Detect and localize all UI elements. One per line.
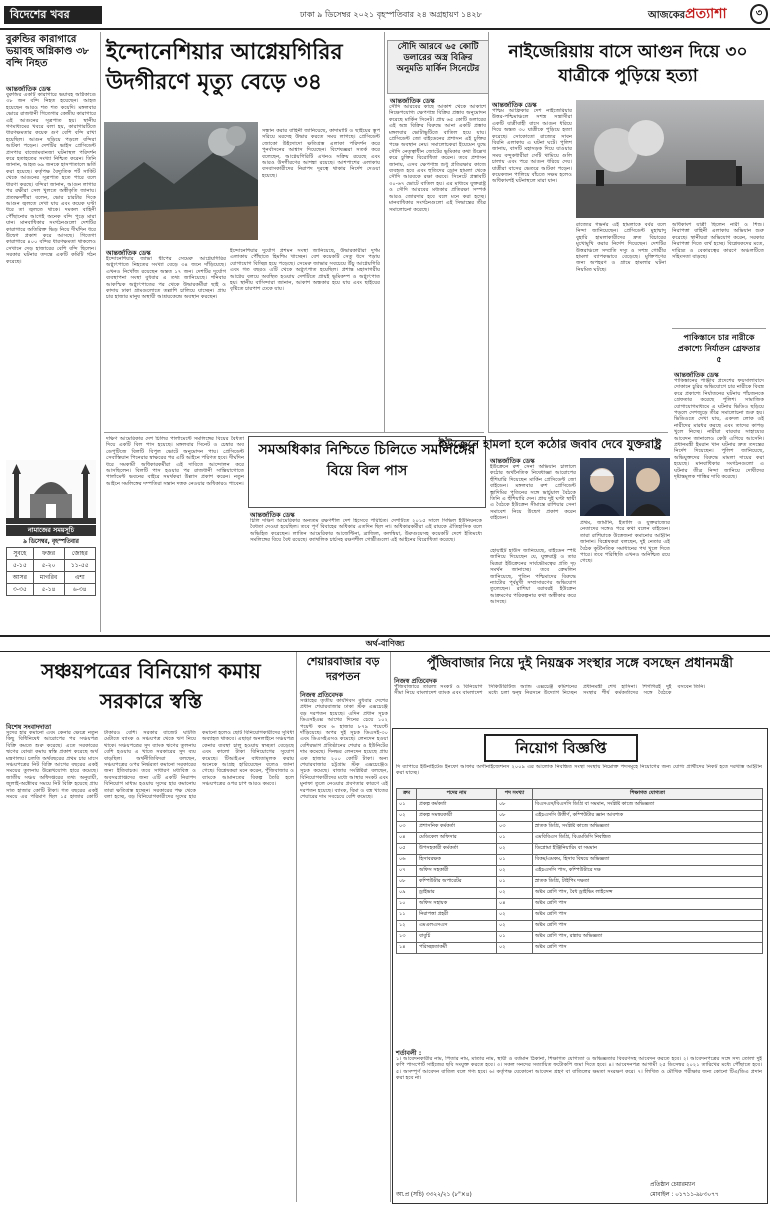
job-row — [397, 921, 763, 932]
jobs-header: শিক্ষাগত যোগ্যতা — [533, 789, 763, 800]
job-cell: ০২ — [497, 866, 533, 877]
indonesia-body-3: ইন্দোনেশিয়ার দুর্যোগ প্রশমন সংস্থা জানিয়েছে, উদ্ধারকারীরা দুর্গম এলাকায় পৌঁছাতে হিমশিম খাচ্ছেন। বেশ কয়েকটি সেতু ধসে পড়ায় যোগাযোগ বিচ্ছিন্ন হয়ে পড়েছে। সেমেরু জাভার সবচেয়ে উঁচু আগ্নেয়গিরি এবং গত বছরও এটি থেকে অগ্ন্যুৎপাত হয়েছিল। প্রশান্ত মহাসাগরীয় আগ্নেয় বলয়ে অবস্থিত হওয়ায় দেশটিতে প্রায়ই ভূমিকম্প ও অগ্ন্যুৎপাত হয়। স্থানীয় বাসিন্দারা জানান, আকাশ অন্ধকার হয়ে যায় এবং ছাইয়ের বৃষ্টিতে চারপাশ ঢেকে যায়। — [230, 248, 380, 293]
job-cell: প্রকল্প সমন্বয়কারী — [417, 811, 497, 822]
indonesia-body-1: ইন্দোনেশিয়ার জাভা দ্বীপের সেমেরু আগ্নেয়গিরির অগ্ন্যুৎপাতে নিহতের সংখ্যা বেড়ে ৩৪ জনে দাঁড়িয়েছে। এখনও নিখোঁজ রয়েছেন অন্তত ১৭ জন। দেশটির দুর্যোগ ব্যবস্থাপনা সংস্থা বুধবার এ তথ্য জানিয়েছে। শনিবার আকস্মিক অগ্ন্যুৎপাতের পর থেকে উদ্ধারকর্মীরা ছাই ও কাদায় ঢাকা গ্রামগুলোতে তল্লাশি চালিয়ে যাচ্ছেন। প্রায় চার হাজার মানুষ অস্থায়ী আশ্রয়কেন্দ্রে অবস্থান করছেন। — [106, 256, 226, 301]
biden-photo — [580, 458, 624, 516]
job-cell: ০৩ — [397, 822, 417, 833]
column-divider — [390, 652, 391, 1202]
savings-byline: বিশেষ সংবাদদাতা — [6, 723, 52, 731]
job-cell: এমএলএসএস — [417, 921, 497, 932]
job-cell: স্নাতক ডিগ্রি, সংশ্লিষ্ট কাজে অভিজ্ঞতা — [533, 822, 763, 833]
jobs-header: পদ সংখ্যা — [497, 789, 533, 800]
paper-brand: প্রত্যাশা — [685, 6, 727, 22]
jobs-signer: প্রতিষ্ঠান চেয়ারম্যান — [650, 1182, 695, 1188]
job-row — [397, 811, 763, 822]
prayer-cell: ৩-৩৫ — [7, 584, 34, 596]
pm-body: পুঁজিবাজারে তারল্য সংকট ও বিনিয়োগ সীমা নিয়ে বাংলাদেশ ব্যাংক এবং বাংলাদেশ সিকিউরিটিজ অ্যান্ড এক্সচেঞ্জ কমিশনের মধ্যে চলা দ্বন্দ্ব নিরসনে উদ্যোগ নিচ্ছেন প্রধানমন্ত্রী শেখ হাসিনা। শিগগিরই দুই সংস্থার শীর্ষ কর্মকর্তাদের সঙ্গে বৈঠকে বসবেন তিনি। — [394, 684, 706, 697]
saudi-byline: আন্তর্জাতিক ডেস্ক — [390, 97, 435, 105]
job-cell: ০২ — [497, 943, 533, 954]
job-row — [397, 800, 763, 811]
job-cell: ০২ — [497, 910, 533, 921]
indonesia-headline: ইন্দোনেশিয়ার আগ্নেয়গিরির উদগীরণে মৃত্যু বেড়ে ৩৪ — [106, 40, 343, 95]
nigeria-body-3: অধিকাংশ যাত্রী ছিলেন নারী ও শিশু। নিরাপত্তা বাহিনী এলাকায় অভিযান শুরু করেছে। স্থানীয়রা অভিযোগ করেন, সরকার নিরাপত্তা দিতে ব্যর্থ হচ্ছে। বিশ্লেষকদের মতে, দারিদ্র্য ও বেকারত্বের কারণে অঞ্চলটিতে সহিংসতা বাড়ছে। — [672, 222, 764, 261]
jobs-header: পদের নাম — [417, 789, 497, 800]
job-cell: ০৬ — [397, 855, 417, 866]
job-cell: ০১ — [497, 877, 533, 888]
dateline: ঢাকা ৯ ডিসেম্বর ২০২১ বৃহস্পতিবার ২৪ অগ্রহায়ণ ১৪২৮ — [300, 10, 482, 19]
page-number: ৩ — [750, 4, 768, 24]
job-cell: এইচএসসি পাস, কম্পিউটারে দক্ষ — [533, 866, 763, 877]
putin-photo — [626, 458, 670, 516]
section-divider — [488, 432, 668, 433]
job-cell: বিকম/এমকম, হিসাব বিষয়ে অভিজ্ঞতা — [533, 855, 763, 866]
job-cell: পরিচ্ছন্নতাকর্মী — [417, 943, 497, 954]
column-divider — [384, 32, 385, 432]
burundi-byline: আন্তর্জাতিক ডেস্ক — [6, 85, 51, 93]
job-cell: ০৮ — [397, 877, 417, 888]
job-cell: ০৮ — [497, 811, 533, 822]
prayer-cell: ৫-২০ — [33, 560, 64, 572]
jobs-title: নিয়োগ বিজ্ঞপ্তি — [484, 734, 638, 762]
prayer-cell: জোহর — [64, 548, 95, 560]
prayer-date: ৯ ডিসেম্বর, বৃহস্পতিবার — [23, 539, 79, 545]
savings-body: সুদের হার কমানো এবং কেনার ক্ষেত্রে নতুন কিছু বিধিনিষেধ আরোপের পর সঞ্চয়পত্র বিক্রি কমতে শুরু করেছে। এতে সরকারের ঋণের বোঝা কমায় স্বস্তি প্রকাশ করেছে অর্থ মন্ত্রণালয়। চলতি অর্থবছরের প্রথম চার মাসে সঞ্চয়পত্রের নিট বিক্রি আগের বছরের একই সময়ের তুলনায় উল্লেখযোগ্য হারে কমেছে। জাতীয় সঞ্চয় অধিদপ্তরের তথ্য অনুযায়ী, জুলাই-অক্টোবর সময়ে নিট বিক্রি হয়েছে প্রায় সাত হাজার কোটি টাকা। গত বছরের একই সময়ে এর পরিমাণ ছিল ১৫ হাজার কোটি টাকারও বেশি। সরকার বাজেট ঘাটতি মেটাতে ব্যাংক ও সঞ্চয়পত্র থেকে ঋণ নিয়ে থাকে। সঞ্চয়পত্রের সুদ ব্যাংক ঋণের তুলনায় বেশি হওয়ায় এ খাতে সরকারের সুদ ব্যয় বাড়ছিল। অর্থনীতিবিদরা বলছেন, সঞ্চয়পত্রের ওপর নির্ভরতা কমানো সরকারের জন্য ইতিবাচক। তবে সাধারণ মধ্যবিত্ত ও অবসরপ্রাপ্তদের জন্য এটি একটি নিরাপদ বিনিয়োগ মাধ্যম হওয়ায় সুদের হার কমানোয় তারা ক্ষতিগ্রস্ত হচ্ছেন। সরকারের পক্ষ থেকে বলা হচ্ছে, বড় বিনিয়োগকারীদের সুদের হার কমানো হলেও ছোট বিনিয়োগকারীদের সুবিধা অব্যাহত থাকবে। এছাড়া অনলাইনে সঞ্চয়পত্র কেনার ব্যবস্থা চালু হওয়ায় স্বচ্ছতা বেড়েছে এবং কালো টাকা বিনিয়োগের সুযোগ কমেছে। টিআইএন বাধ্যতামূলক করায় অনেকে আগ্রহ হারিয়েছেন বলেও জানা গেছে। বিশ্লেষকরা মনে করেন, পুঁজিবাজার ও ব্যাংকে আমানতের বিকল্প তৈরি হলে সঞ্চয়পত্রের ওপর চাপ আরও কমবে। — [6, 730, 294, 801]
job-cell: নিরাপত্তা প্রহরী — [417, 910, 497, 921]
prayer-cell: মাগরিব — [33, 572, 64, 584]
job-cell: প্রকল্প কর্মকর্তা — [417, 800, 497, 811]
job-cell: উপসহকারী কর্মকর্তা — [417, 844, 497, 855]
job-cell: ০১ — [497, 855, 533, 866]
jobs-conditions: ১। আবেদনকারীর নাম, পিতার নাম, মাতার নাম, স্থায়ী ও বর্তমান ঠিকানা, শিক্ষাগত যোগ্যতা ও অভিজ্ঞতার বিবরণসহ আবেদন করতে হবে। ২। আবেদনপত্রের সঙ্গে সদ্য তোলা দুই কপি পাসপোর্ট সাইজের ছবি সংযুক্ত করতে হবে। ৩। সকল সনদের সত্যায়িত ফটোকপি জমা দিতে হবে। ৪। আবেদনপত্র আগামী ২৫ ডিসেম্বর ২০২১ তারিখের মধ্যে পৌঁছাতে হবে। ৫। অসম্পূর্ণ আবেদন বাতিল বলে গণ্য হবে। ৬। কর্তৃপক্ষ যেকোনো আবেদন গ্রহণ বা বাতিলের ক্ষমতা সংরক্ষণ করে। ৭। লিখিত ও মৌখিক পরীক্ষার জন্য কোনো টিএ/ডিএ প্রদান করা হবে না। — [396, 1056, 762, 1082]
jobs-ref: আ.প্র (সচি) ৩৩২২/২১ (৮"×৪) — [396, 1192, 472, 1198]
bus-fire-photo — [576, 100, 764, 218]
prayer-cell: ৫-১৫ — [7, 560, 34, 572]
pm-byline: নিজস্ব প্রতিবেদক — [394, 677, 437, 685]
column-divider — [296, 652, 297, 1202]
stock-byline: নিজস্ব প্রতিবেদক — [300, 691, 343, 699]
column-divider — [100, 32, 101, 632]
job-row — [397, 899, 763, 910]
job-cell: প্রশাসনিক কর্মকর্তা — [417, 822, 497, 833]
job-row — [397, 855, 763, 866]
section-divider — [104, 432, 484, 433]
prayer-cell: ৫-১৪ — [33, 584, 64, 596]
ukraine-headline: ইউক্রেনে হামলা হলে কঠোর জবাব দেবে যুক্তরাষ্ট্র — [438, 437, 662, 451]
job-cell: এইচএসসি উত্তীর্ণ, কম্পিউটার জ্ঞান আবশ্যক — [533, 811, 763, 822]
job-cell: ড্রাইভার — [417, 888, 497, 899]
job-cell: ০২ — [497, 921, 533, 932]
savings-headline: সঞ্চয়পত্রের বিনিয়োগ কমায় সরকারে স্বস্তি — [41, 659, 261, 713]
job-cell: ০৪ — [497, 899, 533, 910]
job-cell: অষ্টম শ্রেণি পাস, বৈধ ড্রাইভিং লাইসেন্স — [533, 888, 763, 899]
ukraine-body-2: হোয়াইট হাউস জানিয়েছে, বাইডেন স্পষ্ট জানিয়ে দিয়েছেন যে, যুক্তরাষ্ট্র ও তার মিত্ররা ইউক্রেনের সার্বভৌমত্বের প্রতি দৃঢ় সমর্থন জানাচ্ছে। তবে ক্রেমলিন জানিয়েছে, পুতিন পশ্চিমাদের বিরুদ্ধে ন্যাটোর পূর্বমুখী সম্প্রসারণের অভিযোগ তুলেছেন। রাশিয়া বরাবরই ইউক্রেন আক্রমণের পরিকল্পনার কথা অস্বীকার করে আসছে। — [490, 548, 576, 606]
jobs-table — [396, 788, 763, 954]
job-cell: ০৪ — [397, 833, 417, 844]
prayer-cell: এশা — [64, 572, 95, 584]
job-cell: অষ্টম শ্রেণি পাস — [533, 943, 763, 954]
job-cell: ০৯ — [397, 888, 417, 899]
job-cell: বিএসএস/বিএসসি ডিগ্রি বা সমমান, সংশ্লিষ্ট কাজে অভিজ্ঞতা — [533, 800, 763, 811]
burundi-body: বুরুন্ডির একটি কারাগারে ভয়াবহ অগ্নিকাণ্ডে ৩৮ জন বন্দি নিহত হয়েছেন। আহত হয়েছেন আরও শত শত কয়েদি। মঙ্গলবার ভোরে রাজধানী গিতেগার কেন্দ্রীয় কারাগারে এই আগুনের সূত্রপাত হয়। স্থানীয় গণমাধ্যমের খবরে বলা হয়, কারাগারটিতে ধারণক্ষমতার কয়েক গুণ বেশি বন্দি রাখা হয়েছিল। আগুন ছড়িয়ে পড়লে বন্দিরা আটকা পড়েন। দেশটির ভাইস প্রেসিডেন্ট প্রসপার বাজোমবানজা ঘটনাস্থল পরিদর্শন করে হতাহতের সংখ্যা নিশ্চিত করেন। তিনি জানান, আহত ৬৯ জনকে হাসপাতালে ভর্তি করা হয়েছে। কর্তৃপক্ষ বৈদ্যুতিক শর্ট সার্কিট থেকে আগুনের সূত্রপাত হতে পারে বলে ধারণা করছে। বন্দিরা জানান, আগুন লাগার পর রক্ষীরা সেল খুলতে অস্বীকৃতি জানায়। প্রত্যক্ষদর্শীরা বলেন, ভোর চারটার দিকে আগুন জ্বলতে দেখা যায় এবং কয়েক ঘণ্টা ধরে তা জ্বলতে থাকে। দমকল বাহিনী পৌঁছানোর আগেই অনেক বন্দি পুড়ে মারা যান। মানবাধিকার সংগঠনগুলো দেশটির কারাগারে অতিরিক্ত ভিড় নিয়ে দীর্ঘদিন ধরে উদ্বেগ প্রকাশ করে আসছে। গিতেগা কারাগারে ৪০০ বন্দির ধারণক্ষমতা থাকলেও সেখানে দেড় হাজারের বেশি বন্দি ছিলেন। সরকার ঘটনার তদন্তে একটি কমিটি গঠন করেছে। — [6, 92, 96, 265]
job-row — [397, 844, 763, 855]
job-cell: ১০ — [397, 899, 417, 910]
job-cell: ০১ — [397, 800, 417, 811]
prayer-cell: আসর — [7, 572, 34, 584]
mosque-illustration — [6, 460, 96, 524]
job-cell: ডিপ্লোমা ইঞ্জিনিয়ারিং বা সমমান — [533, 844, 763, 855]
volcano-photo — [104, 122, 258, 240]
nigeria-body-2: রাজ্যের গভর্নর এই হামলাকে বর্বর বলে নিন্দা জানিয়েছেন। প্রেসিডেন্ট মুহাম্মাদু বুহারি হামলাকারীদের দ্রুত বিচারের মুখোমুখি করার নির্দেশ দিয়েছেন। দেশটির উত্তরাঞ্চলে সম্প্রতি দস্যু ও সশস্ত্র গোষ্ঠীর হামলা ব্যাপকভাবে বেড়েছে। মুক্তিপণের জন্য অপহরণ ও গ্রামে হামলার ঘটনা নিয়মিত ঘটছে। — [576, 222, 666, 273]
pm-headline: পুঁজিবাজার নিয়ে দুই নিয়ন্ত্রক সংস্থার সঙ্গে বসছেন প্রধানমন্ত্রী — [427, 656, 733, 671]
job-row — [397, 822, 763, 833]
prayer-cell: সুবহে — [7, 548, 34, 560]
job-row — [397, 943, 763, 954]
job-cell: বাবুর্চি — [417, 932, 497, 943]
jobs-conditions-title: শর্তাবলী : — [396, 1049, 422, 1057]
jobs-mobile: মোবাইল : ০১৭১১-৯৮৩০৭৭ — [650, 1192, 719, 1198]
indonesia-byline: আন্তর্জাতিক ডেস্ক — [106, 249, 151, 257]
nigeria-body-1: পশ্চিম আফ্রিকার দেশ নাইজেরিয়ার উত্তর-পশ্চিমাঞ্চলে সশস্ত্র সন্ত্রাসীরা একটি যাত্রীবাহী বাসে আগুন ধরিয়ে দিয়ে অন্তত ৩০ যাত্রীকে পুড়িয়ে হত্যা করেছে। সোকোতো রাজ্যের সাবন বিরনি এলাকায় এ ঘটনা ঘটে। পুলিশ জানায়, বাসটি মহাসড়ক দিয়ে যাওয়ার সময় বন্দুকধারীরা সেটি থামিয়ে গুলি চালায় এবং পরে আগুন ধরিয়ে দেয়। যাত্রীরা বাসের ভেতরে আটকা পড়েন। কয়েকজন পালিয়ে বাঁচতে সক্ষম হলেও অধিকাংশই ঘটনাস্থলে মারা যান। — [492, 108, 572, 185]
section-title: বিদেশের খবর — [4, 6, 102, 24]
pakistan-byline: আন্তর্জাতিক ডেস্ক — [674, 371, 719, 379]
prayer-title: নামাজের সময়সূচি — [6, 525, 96, 536]
prayer-cell: ৬-৩৪ — [64, 584, 95, 596]
prayer-table — [6, 547, 96, 596]
job-cell: ০৩ — [497, 822, 533, 833]
job-cell: ০১ — [497, 833, 533, 844]
job-cell: ০২ — [497, 844, 533, 855]
column-divider — [488, 32, 489, 432]
job-cell: অষ্টম শ্রেণি পাস — [533, 910, 763, 921]
pakistan-body: পাকিস্তানের পাঞ্জাব প্রদেশের ফয়সালাবাদে দোকানে চুরির অভিযোগে চার নারীকে বিবস্ত্র করে প্রকাশ্যে নির্যাতনের ঘটনায় পাঁচজনকে গ্রেফতার করেছে পুলিশ। সামাজিক যোগাযোগমাধ্যমে এ ঘটনার ভিডিও ছড়িয়ে পড়লে দেশজুড়ে তীব্র সমালোচনা শুরু হয়। ভিডিওতে দেখা যায়, একদল লোক ওই নারীদের মারধর করছে এবং তাদের কাপড় খুলে নিচ্ছে। নারীরা বারবার সাহায্যের আবেদন জানালেও কেউ এগিয়ে আসেনি। প্রধানমন্ত্রী ইমরান খান ঘটনার দ্রুত তদন্তের নির্দেশ দিয়েছেন। পুলিশ জানিয়েছে, অভিযুক্তদের বিরুদ্ধে মামলা দায়ের করা হয়েছে। মানবাধিকার সংগঠনগুলো এ ঘটনার তীব্র নিন্দা জানিয়ে দোষীদের দৃষ্টান্তমূলক শাস্তির দাবি করেছে। — [674, 378, 764, 481]
job-row — [397, 888, 763, 899]
indonesia-body-2: সন্ধান করার বাহিনী জানিয়েছে, কাদামাটি ও ছাইয়ের স্তূপ সরিয়ে মরদেহ উদ্ধার করতে সময় লাগছে। প্রেসিডেন্ট জোকো উইদোদো ক্ষতিগ্রস্ত এলাকা পরিদর্শন করে পুনর্বাসনের আশ্বাস দিয়েছেন। বিশেষজ্ঞরা সতর্ক করে বলেছেন, আগ্নেয়গিরিটি এখনও সক্রিয় রয়েছে এবং আরও উদগীরণের আশঙ্কা রয়েছে। আশপাশের এলাকায় বসবাসকারীদের নিরাপদ দূরত্বে থাকার নির্দেশ দেওয়া হয়েছে। — [262, 128, 380, 179]
job-cell: মেডিকেল অফিসার — [417, 833, 497, 844]
lgbt-byline: আন্তর্জাতিক ডেস্ক — [250, 511, 295, 519]
pakistan-headline: পাকিস্তানে চার নারীকে প্রকাশ্যে নির্যাতন গ্রেফতার ৫ — [677, 333, 761, 364]
job-row — [397, 866, 763, 877]
job-cell: ০১ — [497, 932, 533, 943]
economy-band: অর্থ-বাণিজ্য — [0, 635, 770, 652]
section-divider — [672, 328, 766, 329]
job-cell: অফিস সহায়ক — [417, 899, 497, 910]
ukraine-body-3: প্রথম, জার্মানি, ইতালি ও যুক্তরাজ্যের নেতাদের সঙ্গেও পরে কথা বলেন বাইডেন। তারা রাশিয়াকে উত্তেজনা কমানোর আহ্বান জানান। বিশ্লেষকরা বলছেন, দুই নেতার এই বৈঠক কূটনৈতিক সমাধানের পথ খুলে দিতে পারে। তবে পরিস্থিতি এখনও অনিশ্চিত রয়ে গেছে। — [580, 520, 670, 565]
lgbt-body-1: দক্ষিণ আমেরিকার দেশ চিলির পার্লামেন্টে সমলিঙ্গের বিয়ের বৈধতা দিয়ে একটি বিল পাস হয়েছে। মঙ্গলবার সিনেট ও চেম্বার অব ডেপুটিজে বিলটি বিপুল ভোটে অনুমোদন পায়। প্রেসিডেন্ট সেবাস্তিয়ান পিনেরার স্বাক্ষরের পর এটি আইনে পরিণত হবে। দীর্ঘদিন ধরে সমকামী অধিকারকর্মীরা এই দাবিতে আন্দোলন করে আসছিলেন। বিলটি পাস হওয়ার পর রাজধানী সান্তিয়াগোতে পার্লামেন্ট ভবনের বাইরে সমর্থকরা উল্লাস প্রকাশ করেন। নতুন আইনে সমলিঙ্গের দম্পতিরা সন্তান দত্তক নেওয়ার অধিকারও পাবেন। — [106, 436, 244, 487]
saudi-body: সৌদি আরবের কাছে আকাশ থেকে আকাশে নিক্ষেপযোগ্য ক্ষেপণাস্ত্র বিক্রির প্রস্তাব অনুমোদন করেছে মার্কিন সিনেট। প্রায় ৬৫ কোটি ডলারের এই অস্ত্র বিক্রির বিরুদ্ধে আনা একটি প্রস্তাব মঙ্গলবার ভোটাভুটিতে বাতিল হয়ে যায়। প্রেসিডেন্ট জো বাইডেনের প্রশাসন এই চুক্তির পক্ষে অবস্থান নেয়। সমালোচকরা ইয়েমেন যুদ্ধে সৌদি নেতৃত্বাধীন জোটের ভূমিকার কথা উল্লেখ করে চুক্তির বিরোধিতা করেন। তবে প্রশাসন জানায়, এসব ক্ষেপণাস্ত্র শুধু প্রতিরক্ষার কাজে ব্যবহৃত হবে এবং হুতিদের ড্রোন হামলা থেকে সৌদি আরবকে রক্ষা করবে। সিনেটে প্রস্তাবটি ৩০-৬৭ ভোটে বাতিল হয়। এর মাধ্যমে যুক্তরাষ্ট্র ও সৌদি আরবের মধ্যকার প্রতিরক্ষা সম্পর্ক আরও জোরদার হবে বলে মনে করা হচ্ছে। মানবাধিকার সংগঠনগুলো এই সিদ্ধান্তের তীব্র সমালোচনা করেছে। — [389, 104, 486, 213]
job-cell: অষ্টম শ্রেণি পাস — [533, 899, 763, 910]
lgbt-headline: সমঅধিকার নিশ্চিতে চিলিতে সমলিঙ্গের বিয়ে বিল পাস — [258, 442, 476, 479]
ukraine-body-1: ইউক্রেনে রুশ সেনা অভিযান চালালে কঠোর অর্থনৈতিক নিষেধাজ্ঞা আরোপের হুঁশিয়ারি দিয়েছেন মার্কিন প্রেসিডেন্ট জো বাইডেন। মঙ্গলবার রুশ প্রেসিডেন্ট ভ্লাদিমির পুতিনের সঙ্গে ভার্চুয়াল বৈঠকে তিনি এ হুঁশিয়ারি দেন। প্রায় দুই ঘণ্টা স্থায়ী এ বৈঠকে ইউক্রেন সীমান্তে রাশিয়ার সেনা সমাবেশ নিয়ে উদ্বেগ প্রকাশ করেন বাইডেন। — [490, 464, 576, 522]
jobs-header: ক্রম — [397, 789, 417, 800]
job-row — [397, 910, 763, 921]
saudi-headline: সৌদি আরবে ৬৫ কোটি ডলারের অস্ত্র বিক্রির অনুমতি মার্কিন সিনেটের — [396, 42, 480, 74]
job-cell: ১৩ — [397, 932, 417, 943]
job-cell: ০৮ — [497, 800, 533, 811]
job-cell: ১২ — [397, 921, 417, 932]
job-cell: হিসাবরক্ষক — [417, 855, 497, 866]
job-cell: অষ্টম শ্রেণি পাস, রান্নায় অভিজ্ঞতা — [533, 932, 763, 943]
stock-headline: শেয়ারবাজার বড় দরপতন — [306, 655, 380, 683]
job-cell: অষ্টম শ্রেণি পাস — [533, 921, 763, 932]
job-row — [397, 833, 763, 844]
prayer-cell: ১১-৫৫ — [64, 560, 95, 572]
burundi-headline: বুরুন্ডির কারাগারে ভয়াবহ অগ্নিকাণ্ড ৩৮ বন্দি নিহত — [6, 34, 89, 69]
job-cell: ০৫ — [397, 844, 417, 855]
paper-logo — [648, 2, 766, 24]
paper-prefix: আজকের — [648, 10, 686, 21]
prayer-cell: ফজর — [33, 548, 64, 560]
job-cell: ০২ — [497, 888, 533, 899]
job-cell: ০৭ — [397, 866, 417, 877]
jobs-intro: দি ব্যাপারে ইউনাইটেড ইনফো আফার অর্গানাইজেশনস ২০০৯ এর আলোক নিবন্ধিত সংস্থা সংস্থায় নিম্নোক্ত পদসমূহে নিয়োগের জন্য যোগ্য প্রার্থীদের নিকট হতে দরখাস্ত আহ্বান করা যাচ্ছে। — [396, 764, 762, 777]
ukraine-byline: আন্তর্জাতিক ডেস্ক — [490, 457, 535, 465]
job-cell: স্নাতক ডিগ্রি, টাইপিং দক্ষতা — [533, 877, 763, 888]
lgbt-body-2: চিলি দক্ষিণ আমেরিকার অন্যতম রক্ষণশীল দেশ হিসেবে পরিচিত। দেশটিতে ২০১৫ সালে সিভিল ইউনিয়নকে বৈধতা দেওয়া হয়েছিল। তবে পূর্ণ বিবাহের অধিকার এতদিন ছিল না। অধিকারকর্মীরা এই রায়কে ঐতিহাসিক বলে অভিহিত করেছেন। লাতিন আমেরিকার আর্জেন্টিনা, ব্রাজিল, কলম্বিয়া, উরুগুয়েসহ কয়েকটি দেশে ইতিমধ্যে সমলিঙ্গের বিয়ে বৈধ রয়েছে। ক্যাথলিক চার্চসহ রক্ষণশীল গোষ্ঠীগুলো এই আইনের বিরোধিতা করেছে। — [250, 518, 482, 544]
job-row — [397, 932, 763, 943]
job-cell: এমবিবিএস ডিগ্রি, বিএমডিসি নিবন্ধিত — [533, 833, 763, 844]
job-cell: ১৪ — [397, 943, 417, 954]
job-cell: কম্পিউটার অপারেটর — [417, 877, 497, 888]
nigeria-byline: আন্তর্জাতিক ডেস্ক — [492, 101, 537, 109]
job-cell: ০২ — [397, 811, 417, 822]
job-row — [397, 877, 763, 888]
nigeria-headline: নাইজেরিয়ায় বাসে আগুন দিয়ে ৩০ যাত্রীকে পুড়িয়ে হত্যা — [508, 42, 748, 86]
job-cell: অফিস সহকারী — [417, 866, 497, 877]
job-cell: ১১ — [397, 910, 417, 921]
stock-body: সপ্তাহের তৃতীয় কার্যদিবস বুধবার দেশের প্রধান শেয়ারবাজার ঢাকা স্টক এক্সচেঞ্জে বড় দরপতন হয়েছে। এদিন প্রধান সূচক ডিএসইএক্স আগের দিনের চেয়ে ১০২ পয়েন্ট কমে ৬ হাজার ৮৭৯ পয়েন্টে দাঁড়িয়েছে। অপর দুই সূচক ডিএসই-৩০ এবং ডিএসইএসও কমেছে। লেনদেন হওয়া বেশিরভাগ প্রতিষ্ঠানের শেয়ার ও ইউনিটের দাম কমেছে। দিনভর লেনদেন হয়েছে প্রায় এক হাজার ২০০ কোটি টাকা। অন্য শেয়ারবাজার চট্টগ্রাম স্টক এক্সচেঞ্জেও সূচক কমেছে। বাজার সংশ্লিষ্টরা বলছেন, বিনিয়োগকারীদের মধ্যে আস্থার সংকট এবং মুনাফা তুলে নেওয়ার প্রবণতার কারণে এই দরপতন হয়েছে। ব্যাংক, বিমা ও বস্ত্র খাতের শেয়ারের দাম সবচেয়ে বেশি কমেছে। — [300, 698, 388, 801]
